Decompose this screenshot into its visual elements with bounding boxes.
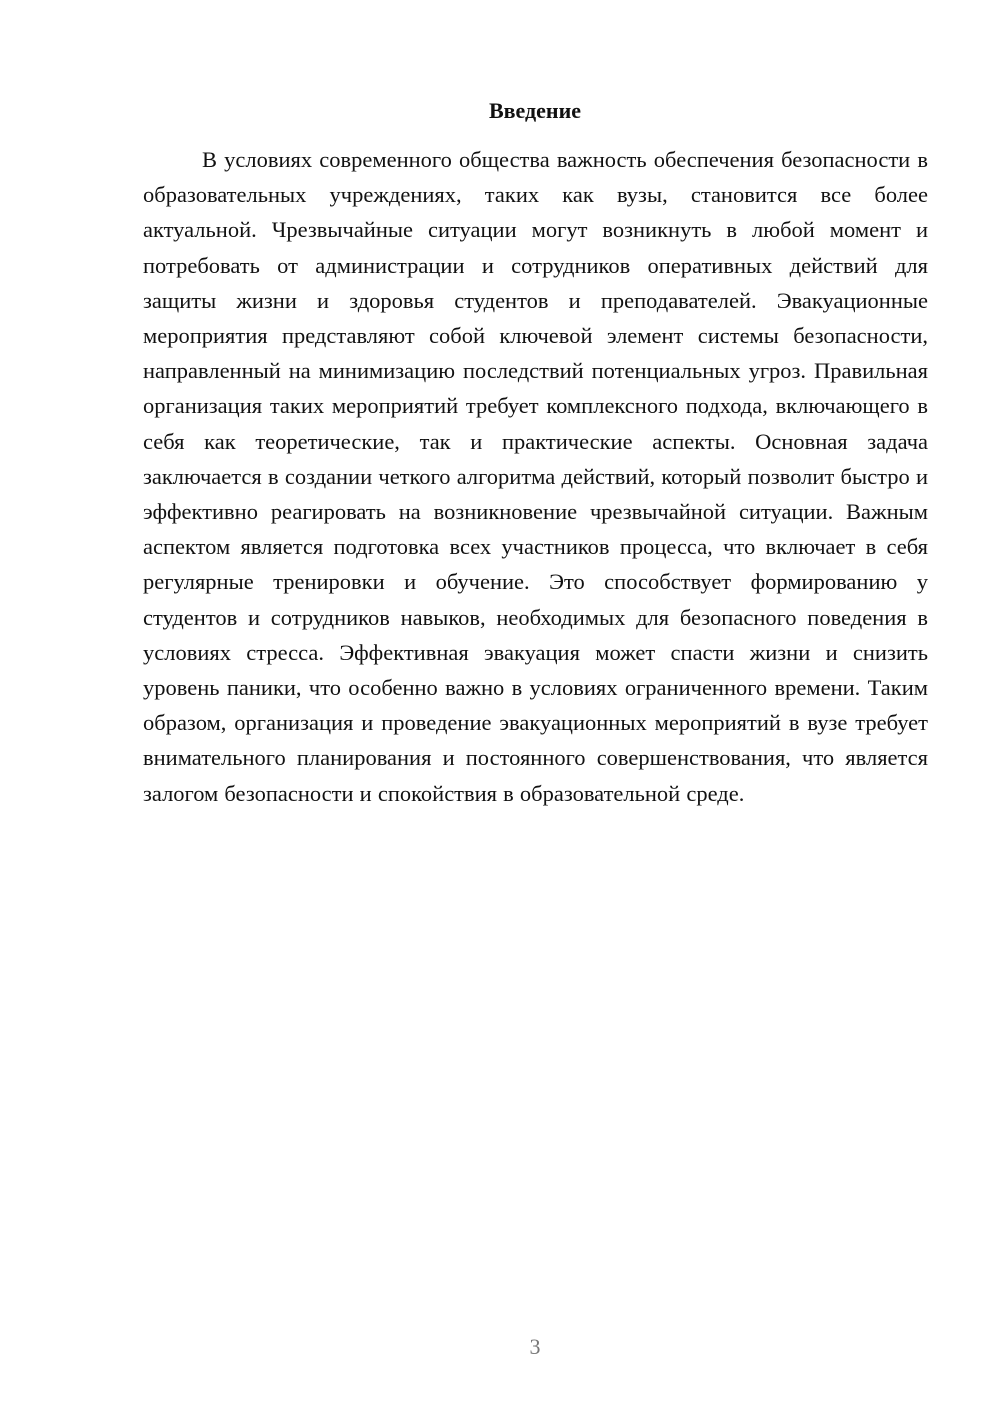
page-number: 3 (529, 1334, 541, 1359)
body-paragraph: В условиях современного общества важность обеспечения безопасности в образовательных учреждениях, таких как вузы, становится все более актуальной. Чрезвычайные ситуации могут возникнуть в любой момент и потребовать от администрации и сотрудников оперативных действий для защиты жизни и здоровья студентов и преподавателей. Эвакуационные мероприятия представляют собой ключевой элемент системы безопасности, направленный на минимизацию последствий потенциальных угроз. Правильная организация таких мероприятий требует комплексного подхода, включающего в себя как теоретические, так и практические аспекты. Основная задача заключается в создании четкого алгоритма действий, который позволит быстро и эффективно реагировать на возникновение чрезвычайной ситуации. Важным аспектом является подготовка всех участников процесса, что включает в себя регулярные тренировки и обучение. Это способствует формированию у студентов и сотрудников навыков, необходимых для безопасного поведения в условиях стресса. Эффективная эвакуация может спасти жизни и снизить уровень паники, что особенно важно в условиях ограниченного времени. Таким образом, организация и проведение эвакуационных мероприятий в вузе требует внимательного планирования и постоянного совершенствования, что является залогом безопасности и спокойствия в образовательной среде. (143, 147, 928, 806)
section-title: Введение (488, 98, 582, 123)
